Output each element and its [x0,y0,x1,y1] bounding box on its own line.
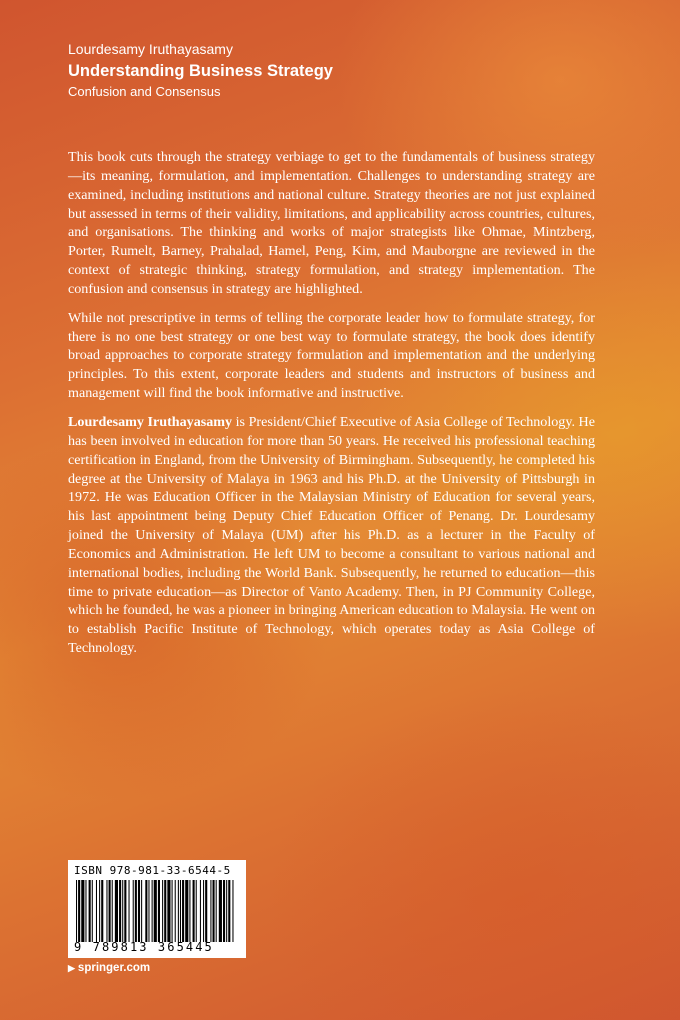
isbn-barcode [68,860,246,958]
barcode-bar [189,880,190,942]
isbn-label: ISBN 978-981-33-6544-5 [74,864,231,877]
barcode-bar [81,880,84,942]
barcode-bar [141,880,142,942]
barcode-bar [200,880,201,942]
barcode-bar [85,880,86,942]
barcode-bar [76,880,77,942]
barcode-bar [219,880,222,942]
barcode-bar [101,880,103,942]
book-subtitle: Confusion and Consensus [68,84,221,99]
publisher-link[interactable] [68,962,150,974]
barcode-digits: 9 789813 365445 [74,940,214,954]
barcode-bar [193,880,195,942]
back-cover-text [68,148,595,668]
barcode-bar [133,880,134,942]
barcode-bar [122,880,123,942]
barcode-bar [129,880,130,942]
barcode-bar [226,880,227,942]
barcode-bar [115,880,118,942]
author-name: Lourdesamy Iruthayasamy [68,41,233,57]
barcode-bar [178,880,179,942]
barcode-bar [210,880,211,942]
barcode-bar [182,880,184,942]
barcode-bar [112,880,113,942]
barcode-bar [148,880,149,942]
barcode-bar [175,880,176,942]
description-paragraph-1: This book cuts through the strategy verbiage to get to the fundamentals of business strategy—its meaning, formulation, and implementation. Challenges to understanding strategy are examined, including institutions and national culture. Strategy theories are not just explained but assessed in terms of their validity, limitations, and applicability across countries, cultures, and organisations. The thinking and works of major strategists like Ohmae, Mintzberg, Porter, Rumelt, Barney, Prahalad, Hamel, Peng, Kim, and Mauborgne are reviewed in the context of strategic thinking, strategy formulation, and strategy implementation. The confusion and consensus in strategy are highlighted. [68,149,595,297]
barcode-bar [185,880,188,942]
barcode-bars [74,880,238,942]
barcode-bar [135,880,137,942]
barcode-bar [172,880,173,942]
barcode-bar [89,880,91,942]
barcode-bar [180,880,181,942]
barcode-bar [158,880,160,942]
barcode-bar [162,880,163,942]
barcode-bar [232,880,233,942]
barcode-bar [106,880,107,942]
book-title: Understanding Business Strategy [68,62,333,80]
barcode-bar [92,880,93,942]
bio-text: is President/Chief Executive of Asia College of Technology. He has been involved in education for more than 50 years. He received his professional teaching certification in England, from the University of Birmingham. Subsequently, he completed his degree at the University of Malaya in 1963 and his Ph.D. at the University of Pittsburgh in 1972. He was Education Officer in the Malaysian Ministry of Education for several years, his last appointment being Deputy Chief Education Officer of Penang. Dr. Lourdesamy joined the University of Malaya (UM) after his Ph.D. as a lecturer in the Faculty of Economics and Administration. He left UM to become a consultant to various national and international bodies, including the World Bank. Subsequently, he returned to education—this time to private education—as Director of Vanto Academy. Then, in PJ Community College, which he founded, he was a pioneer in bringing American education to Malaysia. He went on to establish Pacific Institute of Technology, which operates today as Asia College of Technology. [68,413,595,657]
barcode-bar [203,880,204,942]
barcode-bar [196,880,197,942]
barcode-bar [205,880,207,942]
barcode-bar [78,880,80,942]
barcode-bar [124,880,126,942]
barcode-bar [213,880,215,942]
publisher-url: springer.com [77,962,151,974]
barcode-bar [96,880,97,942]
barcode-bar [228,880,230,942]
barcode-bar [167,880,170,942]
barcode-bar [152,880,153,942]
barcode-bar [154,880,157,942]
barcode-bar [119,880,121,942]
bio-author-name: Lourdesamy Iruthayasamy [68,413,233,430]
barcode-bar [138,880,140,942]
barcode-bar [216,880,217,942]
barcode-bar [109,880,111,942]
author-bio [68,413,595,658]
arrow-right-icon: ▶ [68,962,75,973]
barcode-bar [99,880,100,942]
barcode-bar [223,880,225,942]
barcode-bar [145,880,147,942]
cover-header [68,40,628,101]
description-paragraph-2: While not prescriptive in terms of telling the corporate leader how to formulate strategy, for there is no one best strategy or one best way to formulate strategy, the book does identify broad approaches to corporate strategy formulation and implementation and the underlying principles. To this extent, corporate leaders and students and instructors of business and management will find the book informative and instructive. [68,309,595,402]
barcode-bar [164,880,166,942]
